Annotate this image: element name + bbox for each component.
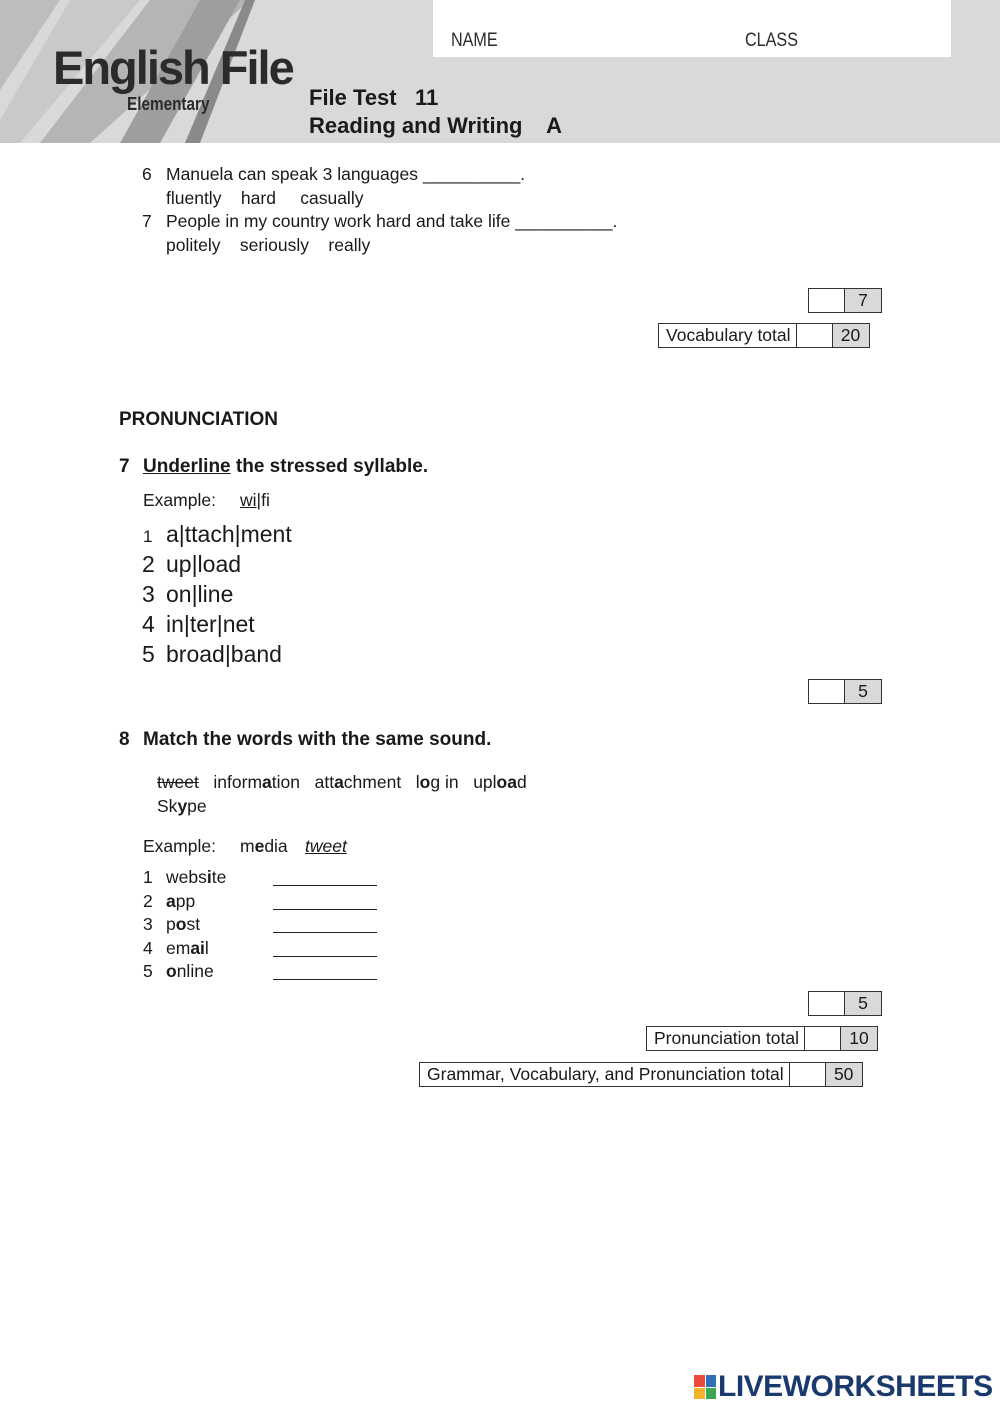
example-word — [240, 490, 270, 511]
score-input[interactable] — [790, 1063, 826, 1086]
stress-word[interactable]: in|ter|net — [166, 611, 255, 637]
answer-blank[interactable] — [273, 941, 377, 962]
pronunciation-total-box — [646, 1026, 878, 1051]
ex7-score-box — [808, 679, 882, 704]
test-title: File Test 11 — [309, 85, 439, 110]
item-number: 2 — [143, 891, 153, 911]
name-class-box[interactable] — [433, 0, 951, 57]
vocab-item-options: politely seriously really — [166, 235, 371, 255]
logo-subtitle: Elementary — [127, 94, 210, 114]
vocab-item-sentence: People in my country work hard and take life __________. — [166, 211, 618, 231]
word-information: information — [213, 772, 300, 792]
stress-word[interactable]: up|load — [166, 551, 242, 577]
word-box-line1 — [157, 772, 527, 793]
word-skype: Skype — [157, 796, 207, 816]
answer-blank[interactable] — [273, 894, 377, 915]
match-word: website — [166, 867, 227, 887]
item-number: 1 — [143, 867, 153, 887]
grand-total-box — [419, 1062, 863, 1087]
word-log-in: log in — [415, 772, 459, 792]
match-word: email — [166, 938, 209, 958]
vocab-total-label: Vocabulary total — [659, 324, 797, 347]
test-subtitle: Reading and Writing A — [309, 113, 562, 138]
item-number: 1 — [143, 527, 153, 546]
match-word: app — [166, 891, 196, 911]
score-input[interactable] — [809, 992, 845, 1015]
grand-total-label: Grammar, Vocabulary, and Pronunciation total — [420, 1063, 790, 1086]
exercise-instruction: Match the words with the same sound. — [143, 729, 492, 750]
answer-blank[interactable] — [273, 870, 377, 891]
vocab-item-num: 7 — [142, 211, 152, 231]
logo-title: English File — [53, 41, 293, 94]
example-label: Example: — [143, 490, 216, 510]
score-max: 5 — [845, 680, 881, 703]
exercise-number: 8 — [119, 729, 130, 750]
score-input[interactable] — [805, 1027, 841, 1050]
liveworksheets-logo — [694, 1370, 993, 1404]
instruction-underline: Underline — [143, 456, 231, 477]
section-heading: PRONUNCIATION — [119, 409, 279, 430]
example-rest: |fi — [256, 490, 270, 510]
word-attachment: attachment — [314, 772, 402, 792]
vocab-score-box — [808, 288, 882, 313]
vocab-total-box — [658, 323, 870, 348]
example-word: media — [240, 836, 288, 856]
vocab-item-options: fluently hard casually — [166, 188, 364, 208]
score-max: 20 — [833, 324, 869, 347]
answer-blank[interactable] — [273, 917, 377, 938]
name-label: NAME — [451, 30, 498, 51]
match-word: online — [166, 961, 214, 981]
example-stressed: wi — [240, 490, 257, 510]
item-number: 4 — [143, 938, 153, 958]
class-label: CLASS — [745, 30, 798, 51]
liveworksheets-badge-icon — [694, 1375, 716, 1399]
item-number: 2 — [142, 551, 155, 577]
score-max: 10 — [841, 1027, 877, 1050]
pronunciation-total-label: Pronunciation total — [647, 1027, 805, 1050]
word-upload: upload — [473, 772, 527, 792]
vocab-item-num: 6 — [142, 164, 152, 184]
exercise-instruction — [143, 456, 428, 478]
word-tweet: tweet — [157, 772, 199, 792]
ex8-score-box — [808, 991, 882, 1016]
item-number: 3 — [142, 581, 155, 607]
item-number: 4 — [142, 611, 155, 637]
score-input[interactable] — [809, 680, 845, 703]
example-label: Example: — [143, 836, 216, 856]
score-input[interactable] — [809, 289, 845, 312]
item-number: 5 — [142, 641, 155, 667]
item-number: 5 — [143, 961, 153, 981]
liveworksheets-brand: LIVEWORKSHEETS — [718, 1370, 993, 1403]
stress-word[interactable]: on|line — [166, 581, 234, 607]
stress-word[interactable]: a|ttach|ment — [166, 521, 292, 547]
exercise-number: 7 — [119, 456, 130, 477]
item-number: 3 — [143, 914, 153, 934]
stress-word[interactable]: broad|band — [166, 641, 282, 667]
instruction-rest: the stressed syllable. — [230, 456, 429, 477]
score-max: 7 — [845, 289, 881, 312]
score-max: 50 — [826, 1063, 862, 1086]
match-word: post — [166, 914, 201, 934]
example-answer: tweet — [305, 836, 347, 856]
answer-blank[interactable] — [273, 964, 377, 985]
test-header — [0, 0, 1000, 143]
score-input[interactable] — [797, 324, 833, 347]
vocab-item-sentence: Manuela can speak 3 languages __________. — [166, 164, 526, 184]
score-max: 5 — [845, 992, 881, 1015]
